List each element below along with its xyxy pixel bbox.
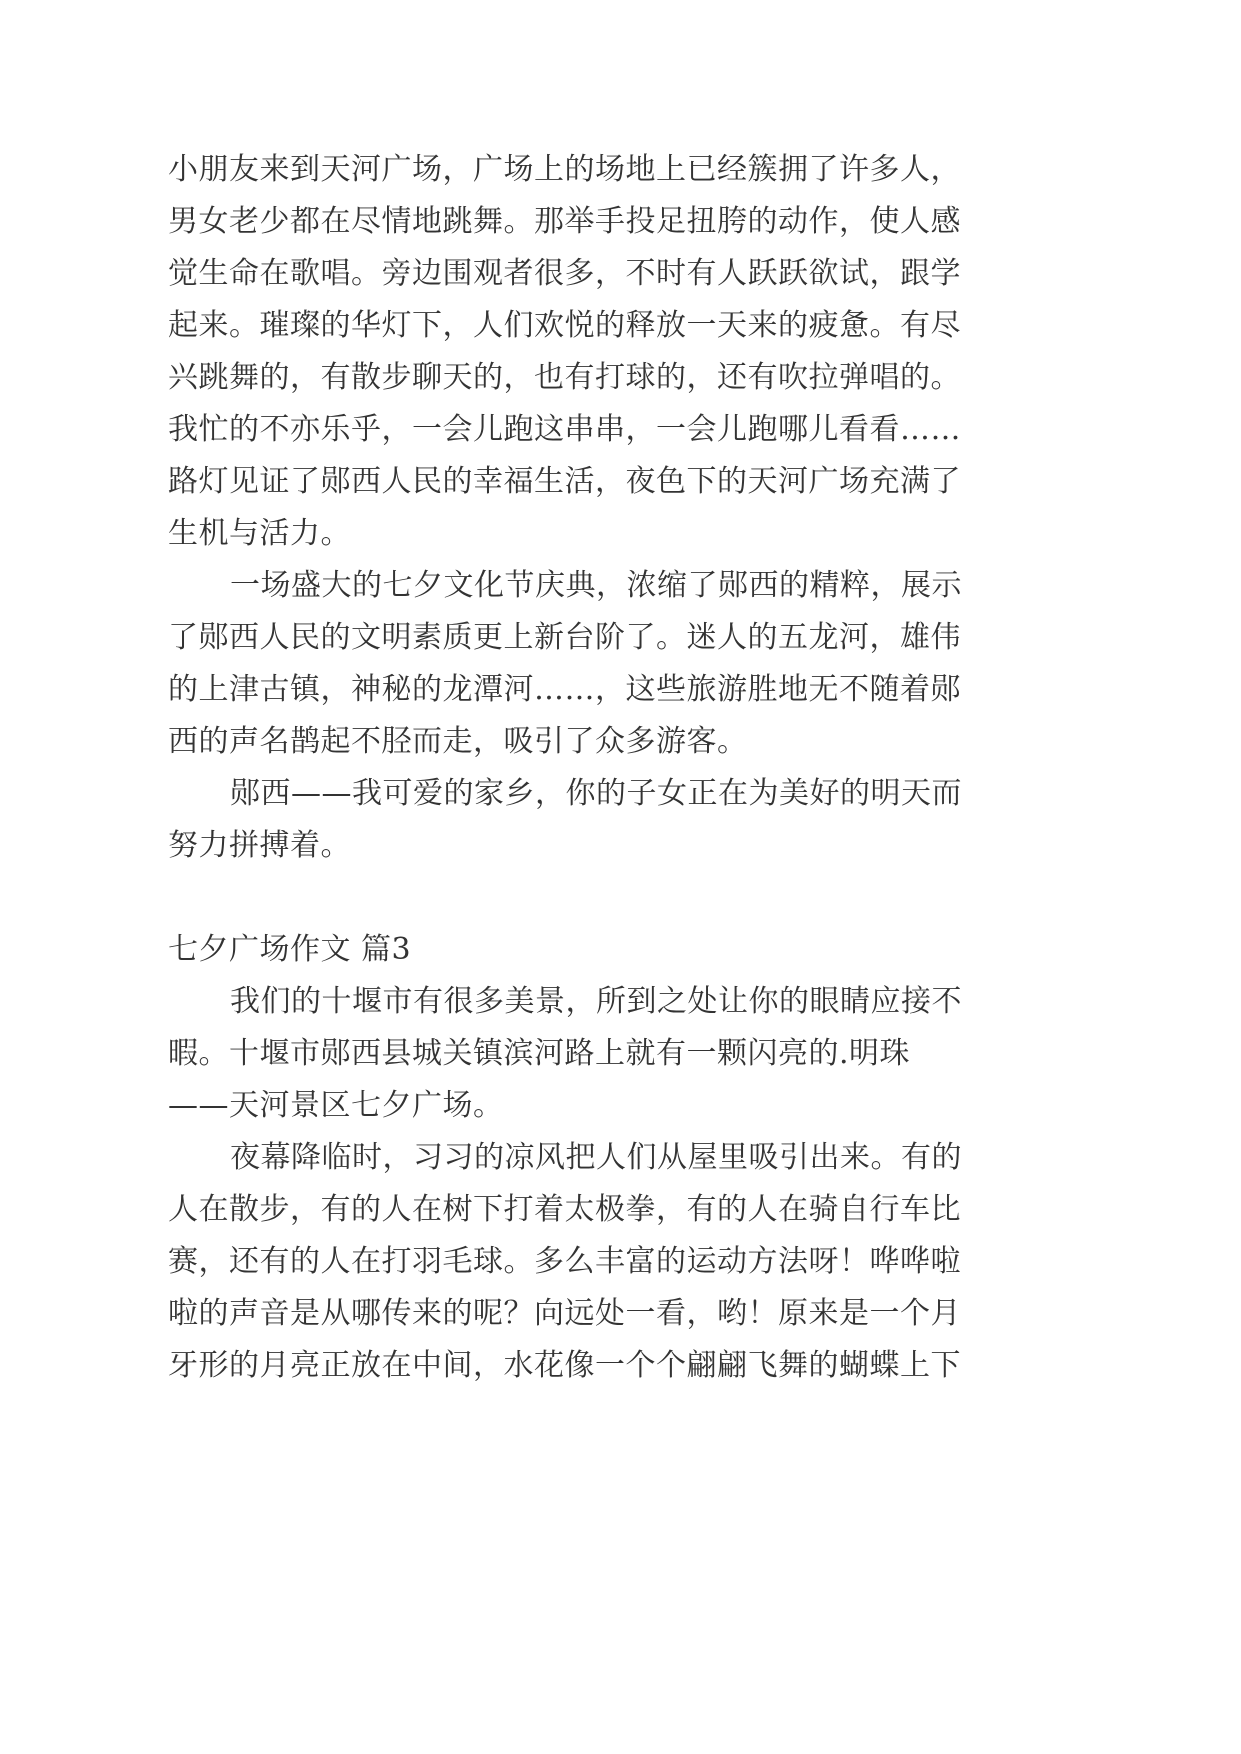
text-line: 一场盛大的七夕文化节庆典，浓缩了郧西的精粹，展示 <box>230 568 962 603</box>
text-line: 郧西——我可爱的家乡，你的子女正在为美好的明天而 <box>230 776 962 811</box>
text-line: ——天河景区七夕广场。 <box>168 1088 504 1123</box>
text-line: 起来。璀璨的华灯下，人们欢悦的释放一天来的疲惫。有尽 <box>168 308 961 343</box>
text-line: 小朋友来到天河广场，广场上的场地上已经簇拥了许多人， <box>168 152 961 187</box>
paragraph-5 <box>168 1132 988 1392</box>
text-line: 西的声名鹊起不胫而走，吸引了众多游客。 <box>168 724 748 759</box>
text-line: 人在散步，有的人在树下打着太极拳，有的人在骑自行车比 <box>168 1192 961 1227</box>
text-line: 我忙的不亦乐乎，一会儿跑这串串，一会儿跑哪儿看看…… <box>168 412 961 447</box>
text-line: 我们的十堰市有很多美景，所到之处让你的眼睛应接不 <box>230 984 962 1019</box>
text-line: 男女老少都在尽情地跳舞。那举手投足扭胯的动作，使人感 <box>168 204 961 239</box>
paragraph-2 <box>168 560 988 768</box>
text-line: 啦的声音是从哪传来的呢？向远处一看，哟！原来是一个月 <box>168 1296 961 1331</box>
text-line: 努力拼搏着。 <box>168 828 351 863</box>
text-line: 夜幕降临时，习习的凉风把人们从屋里吸引出来。有的 <box>230 1140 962 1175</box>
text-line: 兴跳舞的，有散步聊天的，也有打球的，还有吹拉弹唱的。 <box>168 360 961 395</box>
document-body <box>168 144 988 1392</box>
text-line: 觉生命在歌唱。旁边围观者很多，不时有人跃跃欲试，跟学 <box>168 256 961 291</box>
section-heading: 七夕广场作文 篇3 <box>168 932 412 967</box>
paragraph-1 <box>168 144 988 560</box>
text-line: 暇。十堰市郧西县城关镇滨河路上就有一颗闪亮的.明珠 <box>168 1036 911 1071</box>
text-line: 路灯见证了郧西人民的幸福生活，夜色下的天河广场充满了 <box>168 464 961 499</box>
text-line: 生机与活力。 <box>168 516 351 551</box>
text-line: 牙形的月亮正放在中间，水花像一个个翩翩飞舞的蝴蝶上下 <box>168 1348 961 1383</box>
text-line: 赛，还有的人在打羽毛球。多么丰富的运动方法呀！哗哗啦 <box>168 1244 961 1279</box>
text-line: 的上津古镇，神秘的龙潭河……，这些旅游胜地无不随着郧 <box>168 672 961 707</box>
paragraph-3 <box>168 768 988 872</box>
paragraph-4 <box>168 976 988 1132</box>
text-line: 了郧西人民的文明素质更上新台阶了。迷人的五龙河，雄伟 <box>168 620 961 655</box>
